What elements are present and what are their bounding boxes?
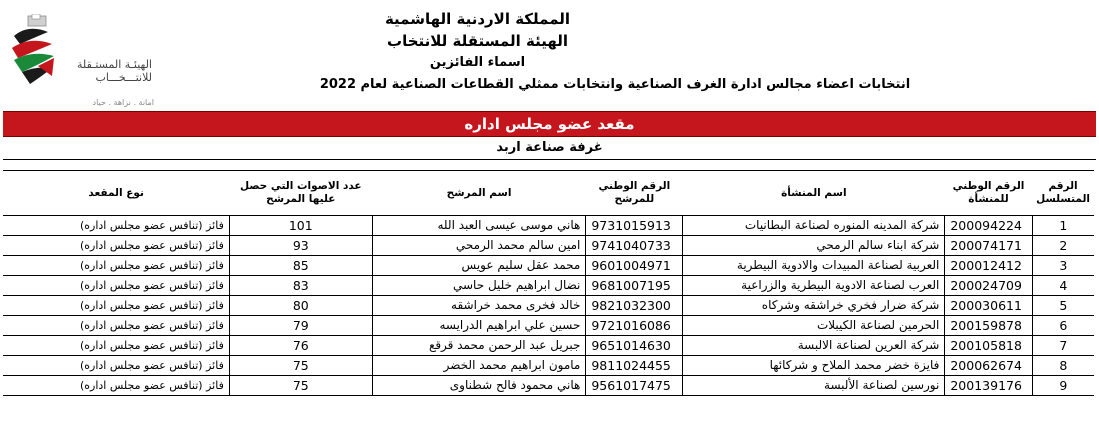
cell-serial: 3: [1032, 256, 1094, 276]
cell-seat-type: فائز (تنافس عضو مجلس اداره): [3, 356, 229, 376]
seat-banner: مقعد عضو مجلس اداره: [3, 111, 1096, 137]
cell-establishment-id: 200030611: [945, 296, 1032, 316]
table-row: [3, 216, 1094, 236]
header-candidate-name: اسم المرشح: [372, 171, 586, 216]
cell-establishment-name: فايزة خضر محمد الملاح و شركائها: [683, 356, 945, 376]
cell-establishment-id: 200062674: [945, 356, 1032, 376]
logo-tagline: امانة . نزاهة . حياد: [92, 98, 154, 107]
cell-candidate-id: 9811024455: [586, 356, 683, 376]
cell-votes: 75: [229, 356, 372, 376]
cell-votes: 83: [229, 276, 372, 296]
header-establishment-id: الرقم الوطني للمنشأة: [945, 171, 1032, 216]
kingdom-title: المملكة الاردنية الهاشمية: [384, 10, 571, 28]
cell-votes: 79: [229, 316, 372, 336]
cell-establishment-id: 200094224: [945, 216, 1032, 236]
cell-serial: 5: [1032, 296, 1094, 316]
cell-candidate-name: هاني موسى عيسى العبد الله: [372, 216, 586, 236]
cell-votes: 85: [229, 256, 372, 276]
cell-candidate-name: امين سالم محمد الرمحي: [372, 236, 586, 256]
table-row: [3, 356, 1094, 376]
cell-seat-type: فائز (تنافس عضو مجلس اداره): [3, 276, 229, 296]
cell-serial: 1: [1032, 216, 1094, 236]
table-row: [3, 256, 1094, 276]
cell-seat-type: فائز (تنافس عضو مجلس اداره): [3, 236, 229, 256]
cell-seat-type: فائز (تنافس عضو مجلس اداره): [3, 216, 229, 236]
table-row: [3, 336, 1094, 356]
winners-table: [3, 170, 1094, 396]
table-row: [3, 376, 1094, 396]
chamber-subtitle: غرفة صناعة اربد: [3, 137, 1096, 160]
cell-establishment-id: 200159878: [945, 316, 1032, 336]
header-votes: عدد الاصوات التي حصل عليها المرشح: [229, 171, 372, 216]
header-candidate-id: الرقم الوطني للمرشح: [586, 171, 683, 216]
cell-votes: 101: [229, 216, 372, 236]
cell-establishment-name: شركة العرين لصناعة الالبسة: [683, 336, 945, 356]
cell-serial: 8: [1032, 356, 1094, 376]
cell-candidate-id: 9741040733: [586, 236, 683, 256]
table-row: [3, 316, 1094, 336]
cell-candidate-name: نضال ابراهيم خليل حاسي: [372, 276, 586, 296]
cell-candidate-name: هاني محمود فالح شطناوى: [372, 376, 586, 396]
cell-seat-type: فائز (تنافس عضو مجلس اداره): [3, 316, 229, 336]
page-header: [0, 0, 1099, 110]
table-row: [3, 296, 1094, 316]
cell-serial: 2: [1032, 236, 1094, 256]
cell-establishment-name: العرب لصناعة الادوية البيطرية والزراعية: [683, 276, 945, 296]
election-title: انتخابات اعضاء مجالس ادارة الغرف الصناعية وانتخابات ممثلي القطاعات الصناعية لعام 2022: [319, 77, 911, 92]
cell-establishment-name: الحرمين لصناعة الكيبلات: [683, 316, 945, 336]
table-body: [3, 216, 1094, 396]
header-titles: [150, 8, 1080, 96]
header-seat-type: نوع المقعد: [3, 171, 229, 216]
cell-serial: 9: [1032, 376, 1094, 396]
cell-votes: 80: [229, 296, 372, 316]
cell-candidate-name: مامون ابراهيم محمد الخضر: [372, 356, 586, 376]
header-establishment-name: اسم المنشأة: [683, 171, 945, 216]
cell-establishment-name: شركة المدينه المنوره لصناعة البطانيات: [683, 216, 945, 236]
cell-seat-type: فائز (تنافس عضو مجلس اداره): [3, 376, 229, 396]
cell-candidate-id: 9731015913: [586, 216, 683, 236]
cell-votes: 93: [229, 236, 372, 256]
cell-candidate-name: جبريل عبد الرحمن محمد قرقع: [372, 336, 586, 356]
table-row: [3, 236, 1094, 256]
cell-seat-type: فائز (تنافس عضو مجلس اداره): [3, 296, 229, 316]
cell-seat-type: فائز (تنافس عضو مجلس اداره): [3, 336, 229, 356]
cell-serial: 7: [1032, 336, 1094, 356]
cell-candidate-id: 9651014630: [586, 336, 683, 356]
cell-establishment-id: 200105818: [945, 336, 1032, 356]
cell-candidate-id: 9821032300: [586, 296, 683, 316]
cell-candidate-id: 9561017475: [586, 376, 683, 396]
commission-logo: [8, 14, 158, 110]
cell-candidate-name: محمد عقل سليم عويس: [372, 256, 586, 276]
winners-title: اسماء الفائزين: [429, 55, 526, 70]
cell-establishment-name: شركة ابناء سالم الرمحي: [683, 236, 945, 256]
cell-serial: 6: [1032, 316, 1094, 336]
table-header-row: [3, 171, 1094, 216]
table-row: [3, 276, 1094, 296]
header-serial: الرقم المتسلسل: [1032, 171, 1094, 216]
cell-seat-type: فائز (تنافس عضو مجلس اداره): [3, 256, 229, 276]
cell-candidate-id: 9681007195: [586, 276, 683, 296]
cell-establishment-id: 200024709: [945, 276, 1032, 296]
commission-title: الهيئة المستقلة للانتخاب: [387, 32, 568, 50]
logo-name: الهيئـة المستـقلة للانتـــخـــاب: [77, 58, 152, 84]
cell-establishment-name: العربية لصناعة المبيدات والادوية البيطرية: [683, 256, 945, 276]
cell-votes: 75: [229, 376, 372, 396]
cell-serial: 4: [1032, 276, 1094, 296]
cell-candidate-id: 9601004971: [586, 256, 683, 276]
cell-establishment-name: شركة ضرار فخري خراشقه وشركاه: [683, 296, 945, 316]
cell-establishment-id: 200139176: [945, 376, 1032, 396]
cell-votes: 76: [229, 336, 372, 356]
cell-establishment-name: نورسين لصناعة الألبسة: [683, 376, 945, 396]
cell-candidate-name: حسين علي ابراهيم الدرايسه: [372, 316, 586, 336]
cell-establishment-id: 200074171: [945, 236, 1032, 256]
cell-candidate-id: 9721016086: [586, 316, 683, 336]
cell-establishment-id: 200012412: [945, 256, 1032, 276]
cell-candidate-name: خالد فخرى محمد خراشقه: [372, 296, 586, 316]
